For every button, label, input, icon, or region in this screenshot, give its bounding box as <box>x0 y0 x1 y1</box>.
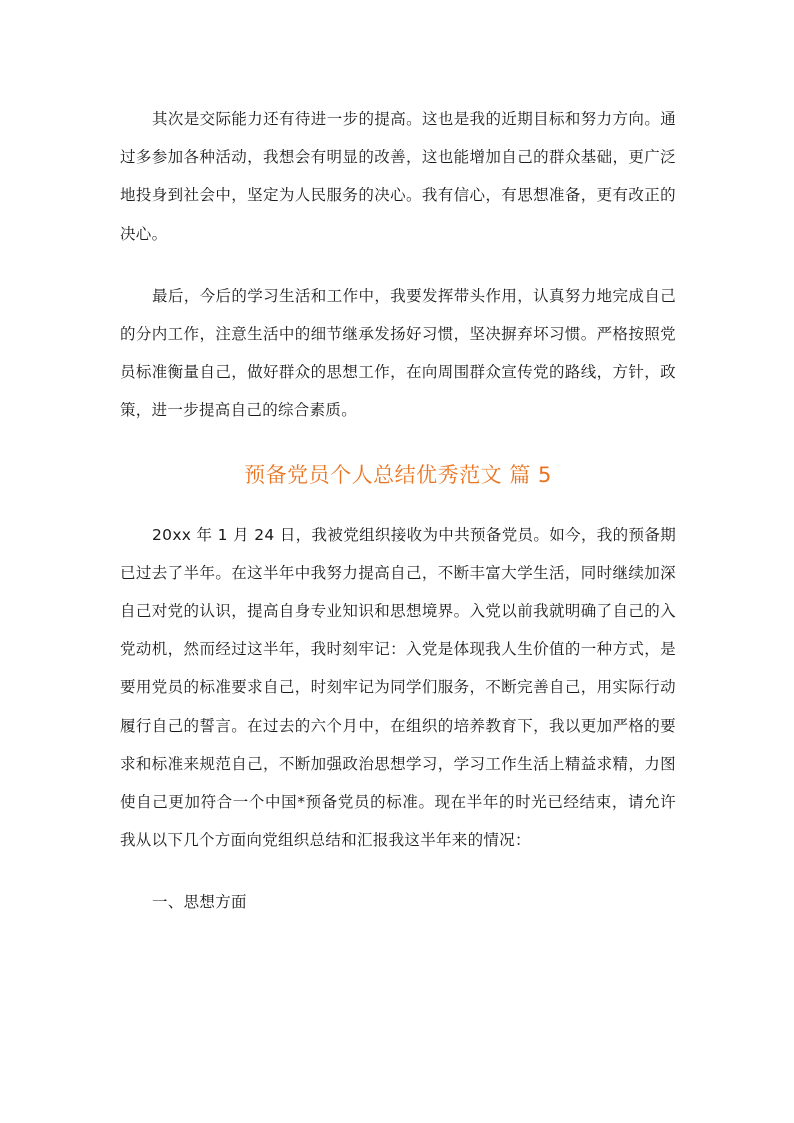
section-heading: 预备党员个人总结优秀范文 篇 5 <box>244 462 552 487</box>
paragraph-probation-summary: 20xx 年 1 月 24 日，我被党组织接收为中共预备党员。如今，我的预备期已过去了半年。在这半年中我努力提高自己，不断丰富大学生活，同时继续加深自己对党的认识，提高自身专业知识和思想境界。入党以前我就明确了自己的入党动机，然而经过这半年，我时刻牢记：入党是体现我人生价值的一种方式，是要用党员的标准要求自己，时刻牢记为同学们服务，不断完善自己，用实际行动履行自己的誓言。在过去的六个月中，在组织的培养教育下，我以更加严格的要求和标准来规范自己，不断加强政治思想学习，学习工作生活上精益求精，力图使自己更加符合一个中国*预备党员的标准。现在半年的时光已经结束，请允许我从以下几个方面向党组织总结和汇报我这半年来的情况： <box>120 525 676 850</box>
paragraph-future-work: 最后，今后的学习生活和工作中，我要发挥带头作用，认真努力地完成自己的分内工作，注意生活中的细节继承发扬好习惯，坚决摒弃坏习惯。严格按照党员标准衡量自己，做好群众的思想工作，在向周围群众宣传党的路线，方针，政策，进一步提高自己的综合素质。 <box>120 286 676 420</box>
paragraph-communication-skills: 其次是交际能力还有待进一步的提高。这也是我的近期目标和努力方向。通过多参加各种活动，我想会有明显的改善，这也能增加自己的群众基础，更广泛地投身到社会中，坚定为人民服务的决心。我有信心，有思想准备，更有改正的决心。 <box>120 110 676 243</box>
subsection-title-ideology: 一、思想方面 <box>152 893 247 912</box>
document-body <box>120 100 676 921</box>
